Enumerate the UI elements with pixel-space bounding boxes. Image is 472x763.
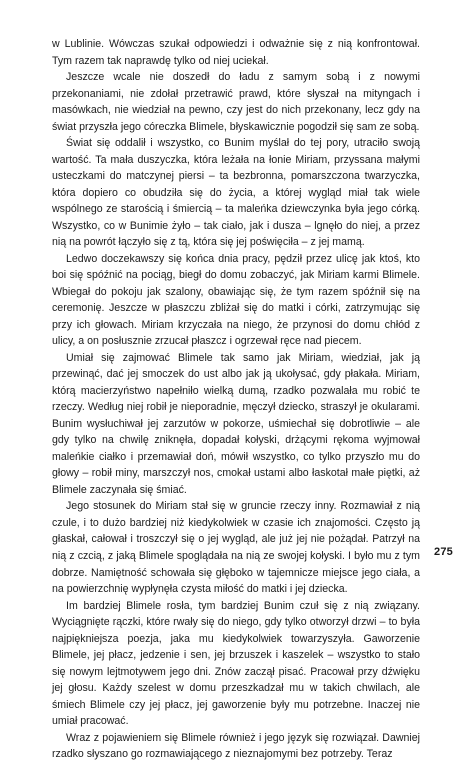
paragraph: Im bardziej Blimele rosła, tym bardziej Bunim czuł się z nią związany. Wyciągnięte rączki, które rwały się do niego, gdy tylko otworzył drzwi – to była najpiękniejsza poezja, jaka mu kiedykolwiek towarzyszyła. Gaworzenie Blimele, jej płacz, jedzenie i sen, jej brzuszek i kaszelek – wszystko to stało się nowym lejtmotywem jego dni. Znów zaczął pisać. Pracował przy dźwięku jej głosu. Każdy szelest w domu przeszkadzał mu w takich chwilach, ale śmiech Blimele czy jej płacz, jej gaworzenie były mu potrzebne. Inaczej nie umiał pracować.	[52, 599, 420, 728]
paragraph: Świat się oddalił i wszystko, co Bunim myślał do tej pory, utraciło swoją wartość. Ta mała duszyczka, która leżała na łonie Miriam, przyssana małymi usteczkami do matczynej piersi – ta bezbronna, pomarszczona twarzyczka, która dopiero co obudziła się do życia, a której wygląd miał tak wiele wspólnego ze starością i śmiercią – ta maleńka dziewczynka była jego córką. Wszystko, co w Bunimie żyło – tak ciało, jak i dusza – lgnęło do niej, a przez nią na powrót łączyło się z tą, która się jej poświęciła – z jej mamą.	[52, 137, 420, 249]
paragraph: Jeszcze wcale nie doszedł do ładu z samym sobą i z nowymi przekonaniami, nie zdołał przetrawić prawd, które słyszał na mityngach i masówkach, nie wiedział na pewno, czy jest do nich przekonany, lecz gdy na świat przyszła jego córeczka Blimele, błyskawicznie pogodził się sam ze sobą.	[52, 71, 420, 133]
body-text	[52, 36, 420, 763]
paragraph: Umiał się zajmować Blimele tak samo jak Miriam, wiedział, jak ją przewinąć, dać jej smoczek do ust albo jak ją ukołysać, gdy płakała. Miriam, którą macierzyństwo napełniło wielką dumą, rzadko pozwalała mu robić te rzeczy. Według niej robił je nieporadnie, męczył dziecko, straszył je okularami. Bunim wysłuchiwał jej zarzutów w pokorze, uśmiechał się dobrotliwie – ale gdy tylko na chwilę zniknęła, dopadał kołyski, drżącymi rękoma wyjmował maleńkie ciałko i przemawiał doń, mówił wszystko, co tylko przyszło mu do głowy – robił miny, marszczył nos, cmokał ustami albo łaskotał małe piętki, aż Blimele zaczynała się śmiać.	[52, 351, 420, 496]
paragraph: Wraz z pojawieniem się Blimele również i jego język się rozwiązał. Dawniej rzadko słyszano go rozmawiającego z nieznajomymi bez potrzeby. Teraz	[52, 731, 420, 761]
page-number: 275	[434, 546, 453, 558]
paragraph: Jego stosunek do Miriam stał się w gruncie rzeczy inny. Rozmawiał z nią czule, i to dużo bardziej niż kiedykolwiek w czasie ich znajomości. Często ją głaskał, całował i troszczył się o jej wygląd, ale już jej nie pożądał. Patrzył na nią z czcią, z jaką Blimele spoglądała na nią ze swojej kołyski. I było mu z tym dobrze. Namiętność schowała się głęboko w tajemnicze miejsce jego ciała, a na powierzchnię wypłynęła czysta miłość do matki i jej dziecka.	[52, 500, 420, 596]
paragraph: w Lublinie. Wówczas szukał odpowiedzi i odważnie się z nią konfrontował. Tym razem tak naprawdę tylko od niej uciekał.	[52, 38, 420, 67]
paragraph: Ledwo doczekawszy się końca dnia pracy, pędził przez ulicę jak ktoś, kto boi się spóźnić na pociąg, biegł do domu zobaczyć, jak Miriam karmi Blimele. Wbiegał do pokoju jak szalony, obawiając się, że tym razem spóźnił się na ceremonię. Jeszcze w płaszczu zbliżał się do matki i córki, zatrzymując się przy ich głowach. Miriam krzyczała na niego, że przynosi do domu chłód z ulicy, a on posłusznie zrzucał płaszcz i ogrzewał ręce nad piecem.	[52, 252, 420, 348]
